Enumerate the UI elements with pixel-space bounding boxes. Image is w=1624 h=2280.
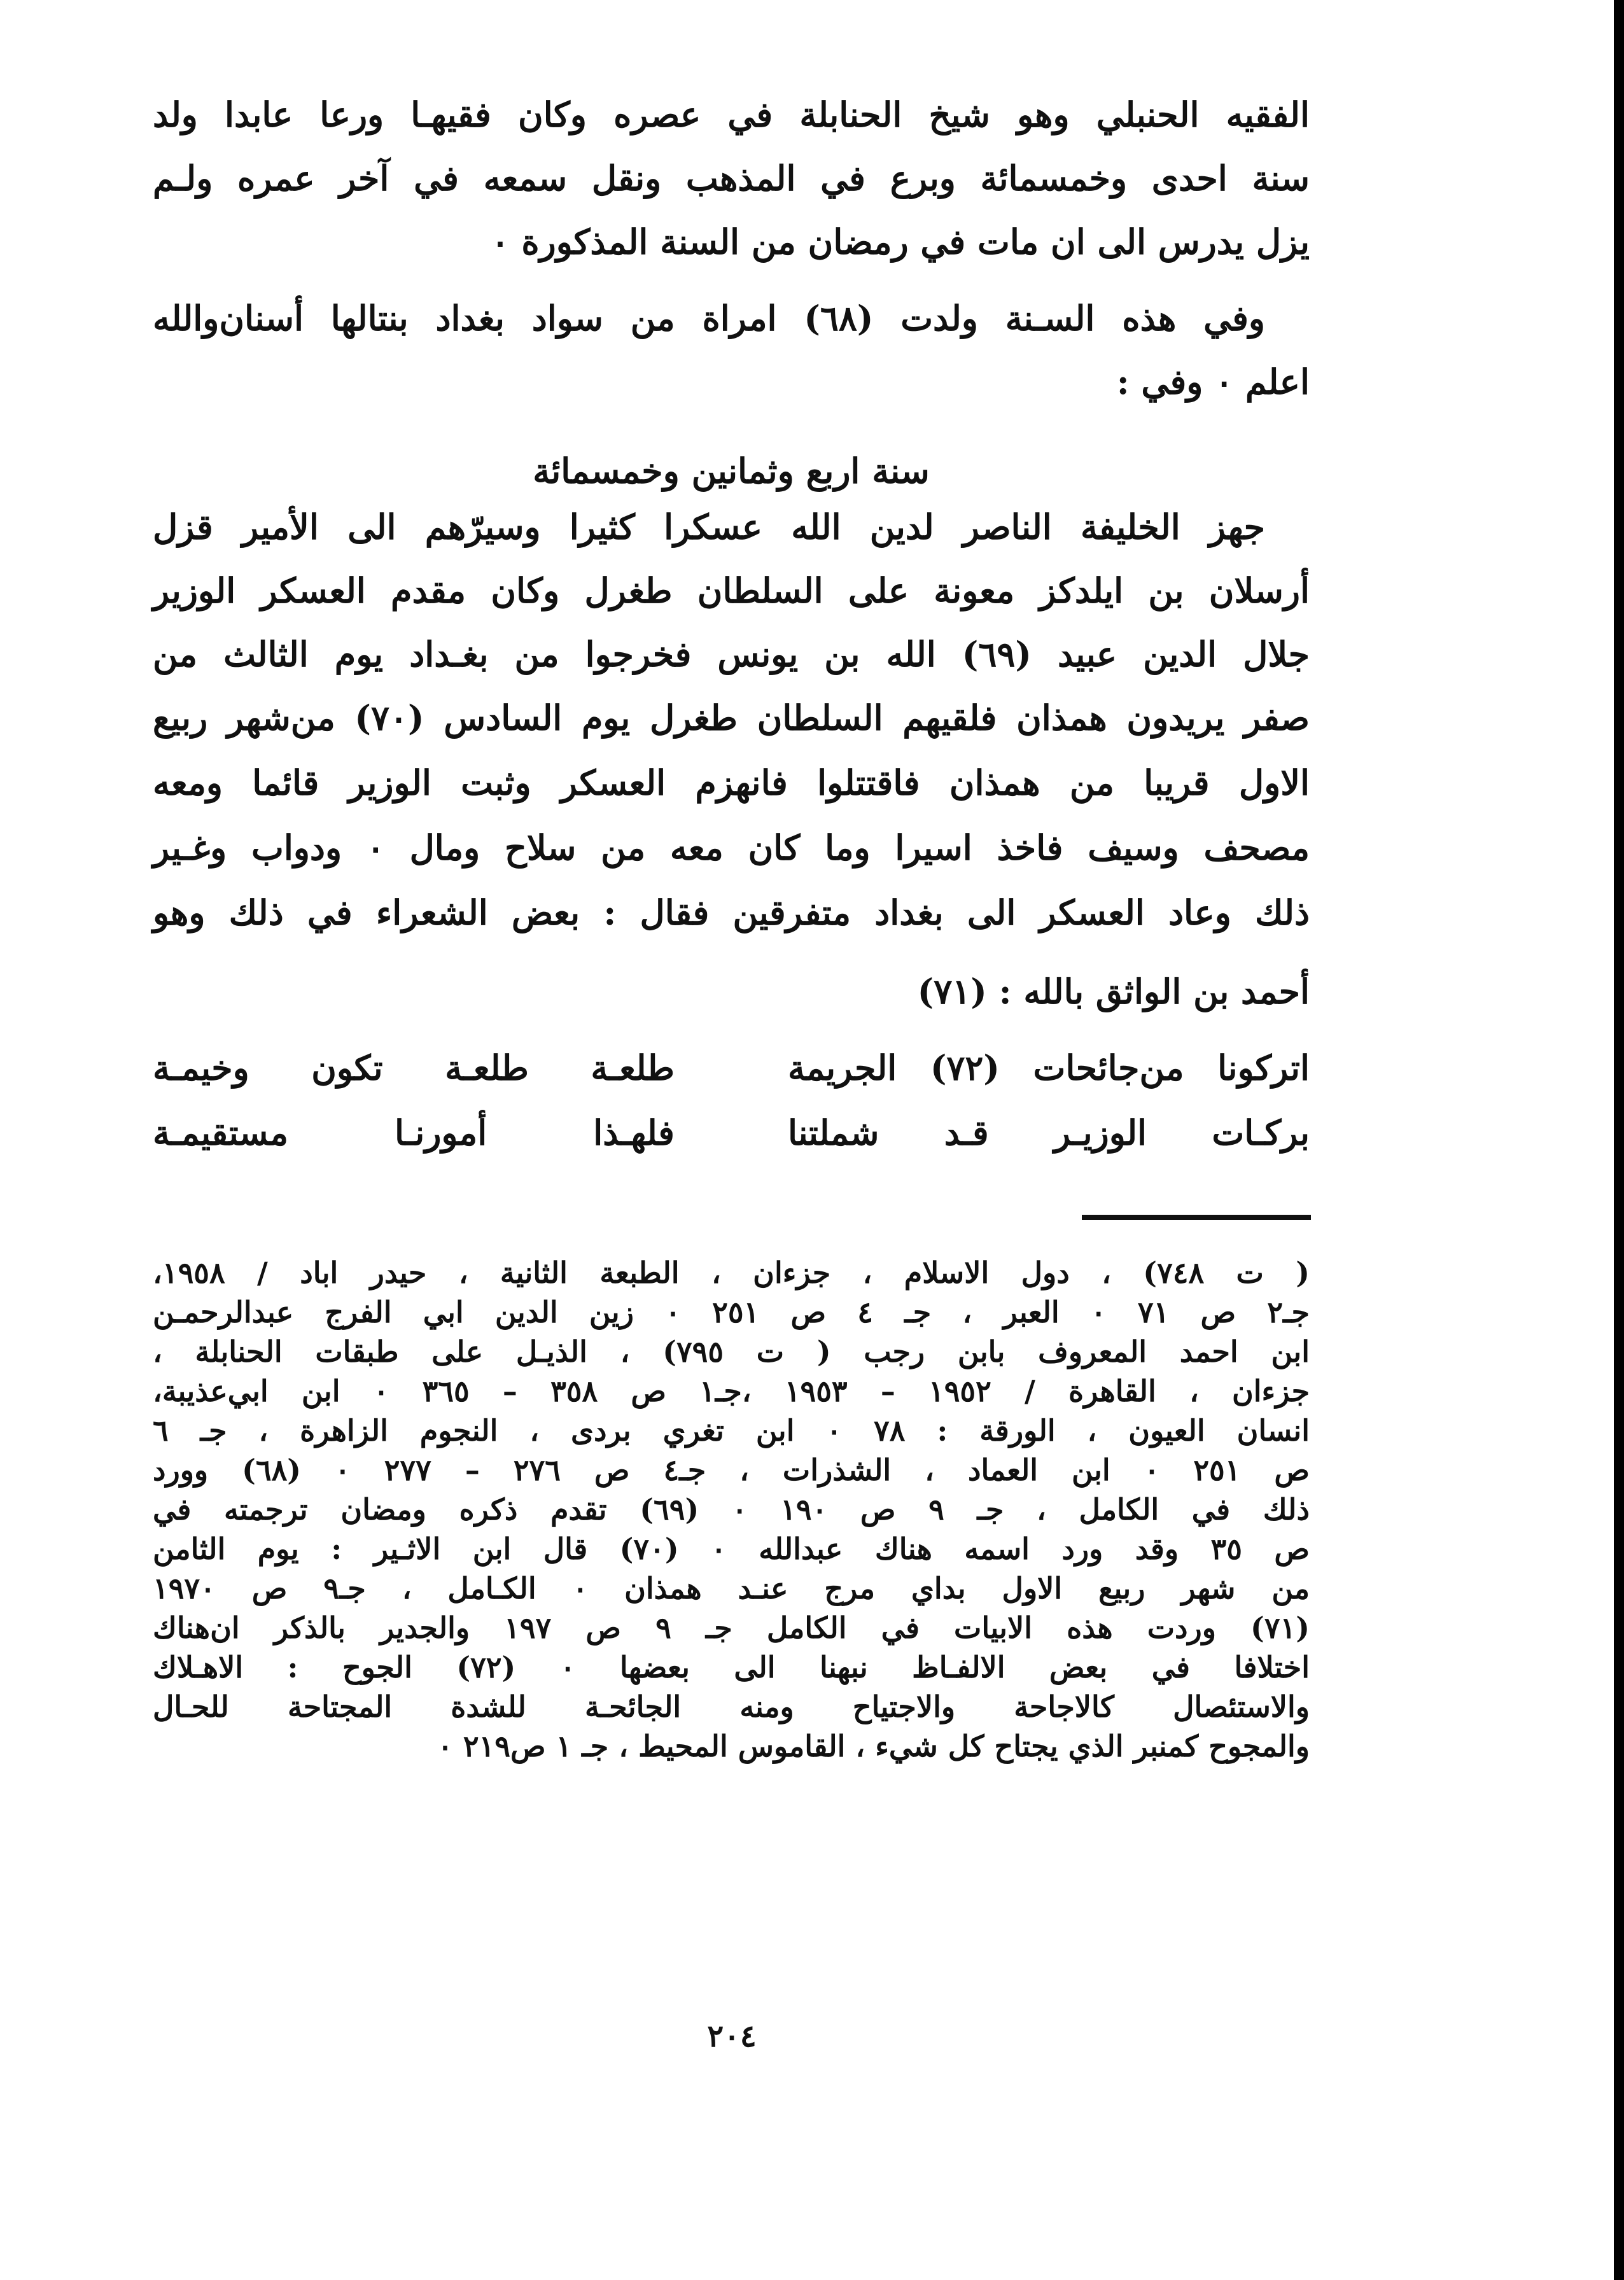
text-line: مصحف وسيف فاخذ اسيرا وما كان معه من سلاح ومال ٠ ودواب وغـير (153, 827, 1310, 868)
footnote-line: ص ٢٥١ ٠ ابن العماد ، الشذرات ، جـ٤ ص ٢٧٦ – ٢٧٧ ٠ (٦٨) وورد (153, 1453, 1310, 1487)
footnote-line: من شهر ربيع الاول بداي مرج عنـد همذان ٠ الكـامل ، جـ٩ ص ١٩٧٠ (153, 1571, 1310, 1605)
footnote-line: ابن احمد المعروف بابن رجب ( ت ٧٩٥) ، الذيـل على طبقات الحنابلة ، (153, 1334, 1310, 1369)
section-heading: سنة اربع وثمانين وخمسمائة (533, 451, 930, 491)
verse-first-hemistich: بركـات الوزيـر قـد شملتنا (788, 1112, 1310, 1153)
footnote-line: ( ت ٧٤٨) ، دول الاسلام ، جزءان ، الطبعة الثانية ، حيدر اباد / ١٩٥٨، (153, 1255, 1310, 1290)
text-line: ذلك وعاد العسكر الى بغداد متفرقين فقال : بعض الشعراء في ذلك وهو (153, 892, 1310, 933)
footnote-line: والاستئصال كالاجاحة والاجتياح ومنه الجائحـة للشدة المجتاحة للحـال (153, 1689, 1310, 1724)
verse-second-hemistich: فلهـذا أمورنـا مستقيمـة (153, 1112, 675, 1153)
footnote-line: (٧١) وردت هذه الابيات في الكامل جـ ٩ ص ١٩٧ والجدير بالذكر ان‌هناك (153, 1611, 1310, 1645)
footnote-divider (1082, 1215, 1311, 1220)
text-line: يزل يدرس الى ان مات في رمضان من السنة المذكورة ٠ (491, 221, 1310, 262)
footnote-line: جـ٢ ص ٧١ ٠ العبر ، جـ ٤ ص ٢٥١ ٠ زين الدين ابي الفرج عبدالرحمـن (153, 1295, 1310, 1329)
verse-second-hemistich: طلعـة طلعـة تكون وخيمـة (153, 1047, 675, 1088)
text-line: جهز الخليفة الناصر لدين الله عسكرا كثيرا وسيرّهم الى الأمير قزل (153, 507, 1265, 547)
scan-edge-border (1614, 0, 1624, 2280)
text-line: أحمد بن الواثق بالله : (٧١) (917, 971, 1310, 1012)
page-number: ٢٠٤ (707, 2018, 757, 2054)
text-line: سنة احدى وخمسمائة وبرع في المذهب ونقل سمعه في آخر عمره ولـم (153, 158, 1310, 199)
footnote-line: جزءان ، القاهرة / ١٩٥٢ – ١٩٥٣ ،جـ١ ص ٣٥٨ – ٣٦٥ ٠ ابن ابي‌عذيبة، (153, 1374, 1310, 1408)
footnote-line: ص ٣٥ وقد ورد اسمه هناك عبدالله ٠ (٧٠) قال ابن الاثـير : يوم الثامن (153, 1532, 1310, 1566)
text-line: اعلم ٠ وفي : (1116, 361, 1310, 402)
text-line: أرسلان بن ايلدكز معونة على السلطان طغرل وكان مقدم العسكر الوزير (153, 570, 1310, 611)
footnote-line: اختلافا في بعض الالفـاظ نبهنا الى بعضها ٠ (٧٢) الجوح : الاهـلاك (153, 1650, 1310, 1684)
poem-verse (153, 1101, 1310, 1164)
text-line: الفقيه الحنبلي وهو شيخ الحنابلة في عصره وكان فقيهـا ورعا عابدا ولد (153, 94, 1310, 135)
footnote-line: والمجوح كمنبر الذي يجتاح كل شيء ، القاموس المحيط ، جـ ١ ص٢١٩ ٠ (437, 1729, 1310, 1763)
verse-first-hemistich: اتركونا من‌جائحات (٧٢) الجريمة (788, 1047, 1310, 1088)
text-line: وفي هذه السـنة ولدت (٦٨) امراة من سواد بغداد بنتالها أسنان‌والله (153, 298, 1266, 339)
footnote-line: ذلك في الكامل ، جـ ٩ ص ١٩٠ ٠ (٦٩) تقدم ذكره ومضان ترجمته في (153, 1492, 1310, 1527)
text-line: الاول قريبا من همذان فاقتتلوا فانهزم العسكر وثبت الوزير قائما ومعه (153, 762, 1310, 803)
text-line: صفر يريدون همذان فلقيهم السلطان طغرل يوم السادس (٧٠) من‌شهر ربيع (153, 697, 1310, 738)
text-line: جلال الدين عبيد (٦٩) الله بن يونس فخرجوا من بغـداد يوم الثالث من (153, 634, 1310, 675)
footnote-line: انسان العيون ، الورقة : ٧٨ ٠ ابن تغري بردى ، النجوم الزاهرة ، جـ ٦ (153, 1413, 1310, 1448)
poem-verse (153, 1036, 1310, 1100)
